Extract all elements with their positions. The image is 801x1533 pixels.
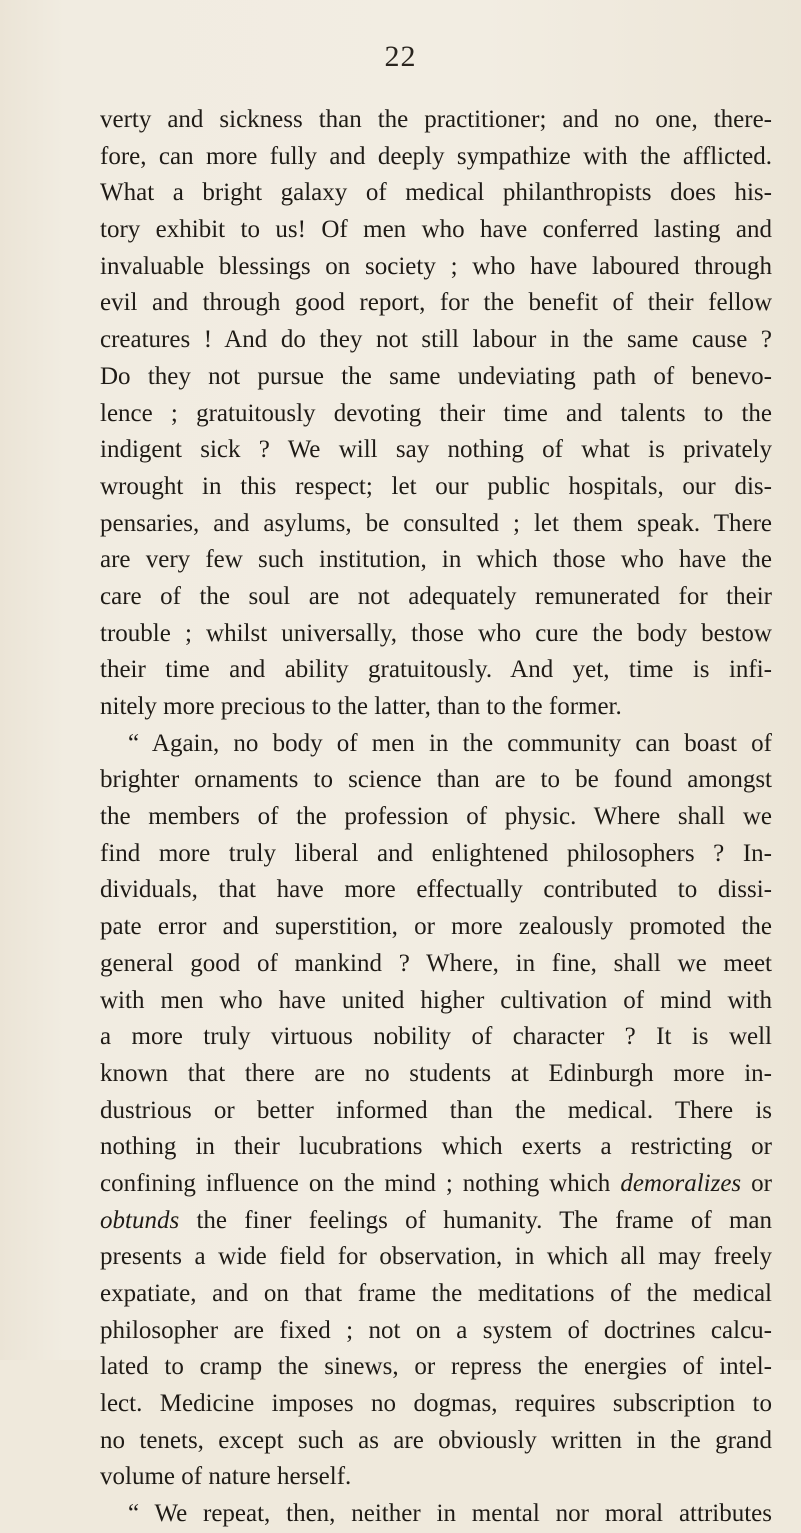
- text-line: creatures ! And do they not still labour in the same cause ?: [100, 326, 772, 354]
- text-line: are very few such institution, in which those who have the: [100, 546, 772, 574]
- text-line: pate error and superstition, or more zealously promoted the: [100, 913, 772, 941]
- text-line: lated to cramp the sinews, or repress the energies of intel-: [100, 1353, 772, 1381]
- text-line: “ We repeat, then, neither in mental nor moral attributes: [128, 1500, 772, 1528]
- text-line: invaluable blessings on society ; who have laboured through: [100, 252, 772, 280]
- italic-word: demoralizes: [620, 1169, 742, 1197]
- page-number: 22: [384, 40, 417, 73]
- text-line: care of the soul are not adequately remunerated for their: [100, 582, 772, 610]
- text-line: the members of the profession of physic. Where shall we: [100, 803, 772, 831]
- text-line: dividuals, that have more effectually contributed to dissi-: [100, 876, 772, 904]
- text-run: the finer feelings of humanity. The frame of man: [179, 1206, 772, 1234]
- text-line: expatiate, and on that frame the meditations of the medical: [100, 1280, 772, 1307]
- italic-word: obtunds: [100, 1206, 180, 1234]
- text-line: lence ; gratuitously devoting their time and talents to the: [100, 399, 772, 427]
- text-line: presents a wide field for observation, in which all may freely: [100, 1243, 772, 1271]
- text-line: “ Again, no body of men in the community can boast of: [128, 729, 772, 757]
- body-text: [100, 102, 772, 1533]
- text-line: fore, can more fully and deeply sympathize with the afflicted.: [100, 142, 772, 170]
- text-line: volume of nature herself.: [100, 1463, 352, 1491]
- text-line: find more truly liberal and enlightened philosophers ? In-: [100, 839, 772, 867]
- text-line: nitely more precious to the latter, than to the former.: [100, 693, 622, 720]
- text-line: Do they not pursue the same undeviating path of benevo-: [100, 362, 772, 390]
- text-line: lect. Medicine imposes no dogmas, requires subscription to: [100, 1390, 772, 1418]
- text-line: trouble ; whilst universally, those who cure the body bestow: [100, 619, 772, 647]
- text-line: no tenets, except such as are obviously written in the grand: [100, 1426, 772, 1454]
- text-line: pensaries, and asylums, be consulted ; let them speak. There: [100, 509, 772, 537]
- text-line: tory exhibit to us! Of men who have conferred lasting and: [100, 216, 772, 244]
- text-run: confining influence on the mind ; nothing which: [100, 1169, 621, 1197]
- text-line: general good of mankind ? Where, in fine, shall we meet: [100, 949, 772, 977]
- text-line: with men who have united higher cultivation of mind with: [100, 986, 772, 1014]
- text-line: wrought in this respect; let our public hospitals, our dis-: [100, 472, 772, 500]
- text-line: evil and through good report, for the benefit of their fellow: [100, 289, 772, 317]
- text-line: [100, 1166, 772, 1203]
- text-line: nothing in their lucubrations which exerts a restricting or: [100, 1133, 772, 1161]
- text-line: philosopher are fixed ; not on a system of doctrines calcu-: [100, 1316, 772, 1344]
- text-line: their time and ability gratuitously. And yet, time is infi-: [100, 656, 772, 684]
- text-line: What a bright galaxy of medical philanthropists does his-: [100, 179, 772, 207]
- text-line: verty and sickness than the practitioner; and no one, there-: [100, 106, 772, 133]
- text-line: brighter ornaments to science than are to be found amongst: [100, 766, 772, 794]
- text-line: dustrious or better informed than the medical. There is: [100, 1096, 772, 1124]
- text-line: a more truly virtuous nobility of character ? It is well: [100, 1023, 772, 1051]
- text-line: indigent sick ? We will say nothing of what is privately: [100, 436, 772, 464]
- text-line: known that there are no students at Edinburgh more in-: [100, 1059, 772, 1087]
- text-run: or: [741, 1169, 772, 1197]
- text-line: [100, 1203, 772, 1240]
